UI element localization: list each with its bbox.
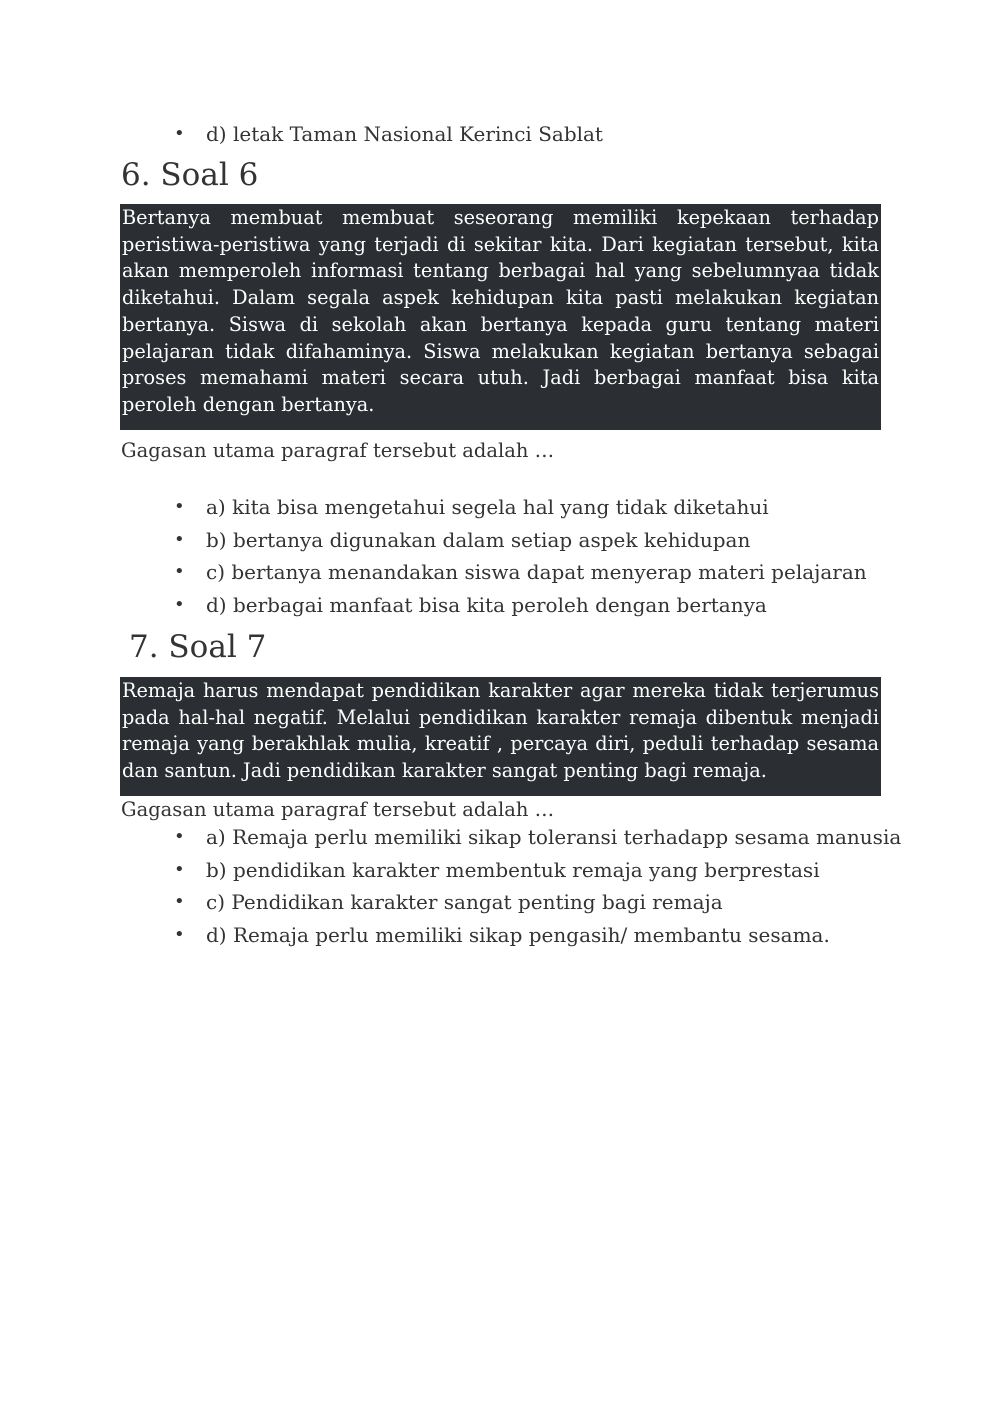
soal-6-passage: Bertanya membuat membuat seseorang memiliki kepekaan terhadap peristiwa-peristiwa yang terjadi di sekitar kita. Dari kegiatan tersebut, kita akan memperoleh informasi tentang berbagai hal yang sebelumnyaa tidak diketahui. Dalam segala aspek kehidupan kita pasti melakukan kegiatan bertanya. Siswa di sekolah akan bertanya kepada guru tentang materi pelajaran tidak difahaminya. Siswa melakukan kegiatan bertanya sebagai proses memahami materi secara utuh. Jadi berbagai manfaat bisa kita peroleh dengan bertanya. [120, 204, 881, 430]
soal-6-heading: 6. Soal 6 [121, 157, 259, 193]
option-c[interactable]: • c) Pendidikan karakter sangat penting bagi remaja [172, 886, 912, 919]
option-d[interactable]: • d) berbagai manfaat bisa kita peroleh dengan bertanya [172, 589, 912, 622]
option-item: • d) letak Taman Nasional Kerinci Sablat [172, 118, 912, 151]
soal-7-passage: Remaja harus mendapat pendidikan karakter agar mereka tidak terjerumus pada hal-hal negatif. Melalui pendidikan karakter remaja dibentuk menjadi remaja yang berakhlak mulia, kreatif , percaya diri, peduli terhadap sesama dan santun. Jadi pendidikan karakter sangat penting bagi remaja. [120, 677, 881, 796]
soal-6-options [172, 491, 912, 622]
option-b[interactable]: • b) pendidikan karakter membentuk remaja yang berprestasi [172, 854, 912, 887]
soal-7-options [172, 821, 912, 952]
option-b[interactable]: • b) bertanya digunakan dalam setiap aspek kehidupan [172, 524, 912, 557]
option-a[interactable]: • a) kita bisa mengetahui segela hal yang tidak diketahui [172, 491, 912, 524]
option-a[interactable]: • a) Remaja perlu memiliki sikap toleransi terhadapp sesama manusia [172, 821, 912, 854]
soal-7-heading: 7. Soal 7 [129, 629, 267, 665]
soal-6-question: Gagasan utama paragraf tersebut adalah … [121, 439, 555, 462]
option-d[interactable]: • d) Remaja perlu memiliki sikap pengasih/ membantu sesama. [172, 919, 912, 952]
option-c[interactable]: • c) bertanya menandakan siswa dapat menyerap materi pelajaran [172, 556, 912, 589]
prev-question-options [172, 118, 912, 151]
soal-7-question: Gagasan utama paragraf tersebut adalah … [121, 798, 555, 821]
